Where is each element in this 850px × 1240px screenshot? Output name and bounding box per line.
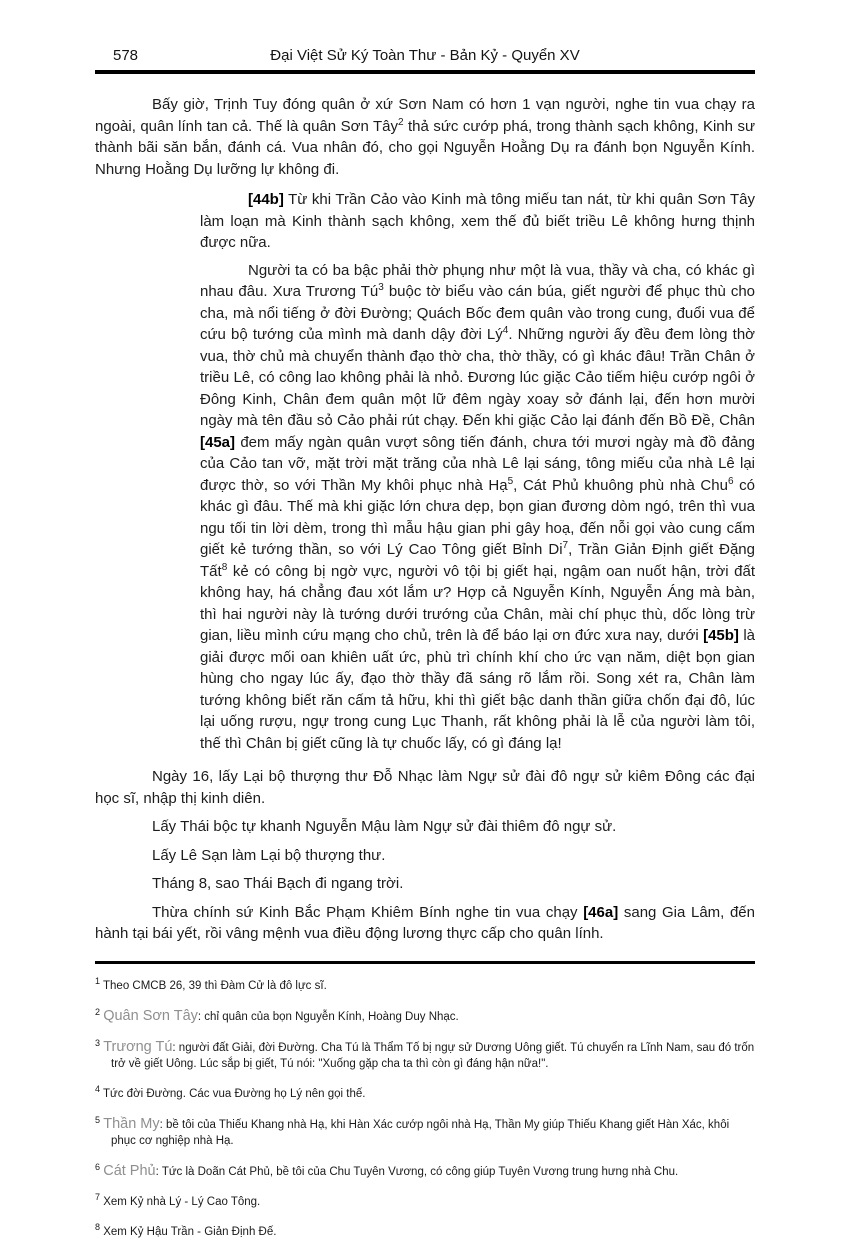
footnote-ref: 5 [507, 475, 514, 487]
footnote-text: Tức đời Đường. Các vua Đường họ Lý nên gọi thế. [103, 1087, 366, 1100]
footnote-item: $^6$ Cát Phủ: Tức là Doãn Cát Phủ, bề tôi của Chu Tuyên Vương, có công giúp Tuyên Vương trung hưng nhà Chu. [95, 1161, 679, 1179]
body-paragraphs [95, 766, 755, 945]
footnote-number: 8 [95, 1221, 101, 1232]
footnote-number: 6 [95, 1161, 101, 1172]
footnote-ref: 4 [502, 325, 509, 336]
page-content [95, 94, 755, 1240]
footnote-item [95, 1191, 755, 1210]
folio-marker: [46a] [583, 903, 619, 921]
footnote-term: Quân Sơn Tây [103, 1007, 198, 1024]
folio-marker: [45b] [703, 627, 739, 644]
paragraph: [44b] Từ khi Trần Cảo vào Kinh mà tông miếu tan nát, từ khi quân Sơn Tây làm loạn mà Kinh thành sạch không, xem thế đủ biết triều Lê không hưng thịnh được nữa. [200, 191, 755, 251]
footnote-ref: 3 [378, 282, 384, 293]
footnote-number: 5 [95, 1114, 101, 1125]
footnote-ref: 7 [562, 540, 569, 551]
footnote-ref: 6 [727, 475, 734, 487]
footnote-item [95, 1083, 755, 1102]
footnote-ref: 8 [221, 561, 228, 573]
footnote-number: 7 [95, 1191, 101, 1202]
paragraph: Tháng 8, sao Thái Bạch đi ngang trời. [152, 875, 404, 892]
document-page [0, 44, 850, 1240]
footnote-item [95, 1221, 755, 1240]
footnotes-list [95, 975, 755, 1240]
footnote-text: người đất Giải, đời Đường. Cha Tú là Thẩm Tố bị ngự sử Dương Uông giết. Tú chuyển ra Lĩnh Nam, sau đó trốn trở về giết Uông. Lúc sắp bị giết, Tú nói: "Xuống gặp cha ta thì còn gì đáng hận nữa!". [111, 1041, 755, 1070]
footnote-item [95, 975, 755, 994]
footnote-text: Xem Kỷ Hậu Trần - Giản Định Đế. [103, 1225, 277, 1238]
paragraph: Thừa chính sứ Kinh Bắc Phạm Khiêm Bính nghe tin vua chạy [46a] sang Gia Lâm, đến hành tại bái yết, rồi vâng mệnh vua điều động lương thực cấp cho quân lính. [95, 903, 755, 942]
footnote-text: bề tôi của Thiếu Khang nhà Hạ, khi Hàn Xác cướp ngôi nhà Hạ, Thần My giúp Thiếu Khang giết Hàn Xác, khôi phục cơ nghiệp nhà Hạ. [111, 1118, 730, 1147]
footnote-number: 4 [95, 1083, 101, 1094]
footnote-text: chỉ quân của bọn Nguyễn Kính, Hoàng Duy Nhạc. [204, 1010, 459, 1023]
footnote-number: 2 [95, 1006, 101, 1017]
footnote-text: Theo CMCB 26, 39 thì Đàm Cử là đô lực sĩ. [103, 979, 327, 992]
paragraph: Người ta có ba bậc phải thờ phụng như một là vua, thầy và cha, có khác gì nhau đâu. Xưa Trương $Tú^3$ buộc tờ biểu vào cán búa, giết người để phục thù cho cha, mà nổi tiếng ở đời Đường; Quách Bốc đem quân vào trong cung, đuổi vua để cứu bộ tướng của mình mà danh dậy đời $Lý^4$. Những người ấy đều đem lòng thờ vua, thờ chủ mà chuyển thành đạo thờ cha, thờ thầy, có gì khác đâu! Trần Chân ở triều Lê, có công lao không phải là nhỏ. Đương lúc giặc Cảo tiếm hiệu cướp ngôi ở Đông Kinh, Chân đem quân một lữ đêm ngày xoay sở đánh lại, đến hơn mười ngày mà tên đầu sỏ Cảo phải rút chạy. Đến khi giặc Cảo lại đánh đến Bồ Đề, Chân [45a] đem mấy ngàn quân vượt sông tiến đánh, chưa tới mươi ngày mà đồ đảng của Cảo tan vỡ, mặt trời mặt trăng của nhà Lê lại sáng, tông miếu của nhà Lê lại được thờ, so với Thần My khôi phục nhà Hạ$^5$, Cát Phủ khuông phù nhà Chu$^6$ có khác gì đâu. Thế mà khi giặc lớn chưa dẹp, bọn gian đương dòm ngó, trên thì vua ngu tối tin lời dèm, trong thì mẫu hậu gian phi gây hoạ, đến nỗi gọi vào cung cấm giết kẻ tướng thần, so với Lý Cao Tông giết Bỉnh Di$^7$, Trần Giản Định giết Đặng Tất$^8$ kẻ có công bị ngờ vực, người vô tội bị giết hại, ngậm oan nuốt hận, trời đất không hay, há chẳng đau xót lắm ư? Hợp cả Nguyễn Kính, Nguyễn Áng mà bàn, thì hai người này là tướng dưới trướng của Chân, mài chí phục thù, dốc lòng trừ gian, liều mình cứu mạng cho chủ, trên là để báo lại ơn đức xưa nay, dưới [45b] là giải được mối oan khiên uất ức, phù trì chính khí cho ức vạn năm, diệt bọn gian hùng cho ngay lúc ấy, đạo thờ thầy đã sáng rõ lắm rồi. Song xét ra, Chân làm tướng không biết răn cấm tả hữu, khi thì giết bậc danh thần giữa chốn đại đô, lúc lại uống rượu, ngự trong cung Lục Thanh, rất không phải là lễ của người làm tôi, thế thì Chân bị giết cũng là tự chuốc lấy, có gì đáng lạ! [200, 261, 756, 752]
paragraph: Ngày 16, lấy Lại bộ thượng thư Đỗ Nhạc làm Ngự sử đài đô ngự sử kiêm Đông các đại học sĩ, nhập thị kinh diên. [95, 768, 755, 807]
folio-marker: [45a] [200, 433, 236, 451]
folio-marker: [44b] [248, 191, 284, 208]
running-title: Đại Việt Sử Ký Toàn Thư - Bản Kỷ - Quyển XV [270, 47, 580, 64]
commentary-block [200, 189, 755, 754]
footnote-item: $^3$ Trương Tú: người đất Giải, đời Đường. Cha Tú là Thẩm Tố bị ngự sử Dương Uông giết. Tú chuyển ra Lĩnh Nam, sau đó trốn trở về giết Uông. Lúc sắp bị giết, Tú nói: "Xuống gặp cha ta thì còn gì đáng hận nữa!". [95, 1037, 755, 1070]
footnote-item: $^5$ Thần My: bề tôi của Thiếu Khang nhà Hạ, khi Hàn Xác cướp ngôi nhà Hạ, Thần My giúp Thiếu Khang giết Hàn Xác, khôi phục cơ nghiệp nhà Hạ. [95, 1114, 730, 1147]
page-number: 578 [113, 47, 139, 64]
paragraph: Lấy Thái bộc tự khanh Nguyễn Mậu làm Ngự sử đài thiêm đô ngự sử. [152, 818, 617, 835]
footnote-ref: 2 [397, 116, 404, 128]
footnote-item: $^2$ Quân Sơn Tây: chỉ quân của bọn Nguyễn Kính, Hoàng Duy Nhạc. [95, 1006, 459, 1024]
footnote-separator-rule [95, 961, 755, 964]
paragraph: Bấy giờ, Trịnh Tuy đóng quân ở xứ Sơn Nam có hơn 1 vạn người, nghe tin vua chạy ra ngoài, quân lính tan cả. Thế là quân Sơn Tây$^2$ thả sức cướp phá, trong thành sạch không, Kinh sư thành bãi săn bắn, đánh cá. Vua nhân đó, cho gọi Nguyễn Hoằng Dụ ra đánh bọn Nguyễn Kính. Nhưng Hoằng Dụ lưỡng lự không đi. [95, 96, 755, 178]
footnote-number: 3 [95, 1037, 101, 1048]
footnote-text: Xem Kỷ nhà Lý - Lý Cao Tông. [103, 1195, 261, 1208]
footnote-text: Tức là Doãn Cát Phủ, bề tôi của Chu Tuyên Vương, có công giúp Tuyên Vương trung hưng nhà Chu. [161, 1165, 679, 1178]
footnote-term: Cát Phủ [103, 1162, 156, 1179]
footnote-term: Thần My [103, 1115, 160, 1132]
footnote-term: Trương Tú [103, 1038, 173, 1055]
page-header [95, 44, 755, 74]
paragraph: Lấy Lê Sạn làm Lại bộ thượng thư. [152, 846, 386, 864]
footnote-number: 1 [95, 975, 101, 986]
intro-paragraphs [95, 94, 755, 180]
